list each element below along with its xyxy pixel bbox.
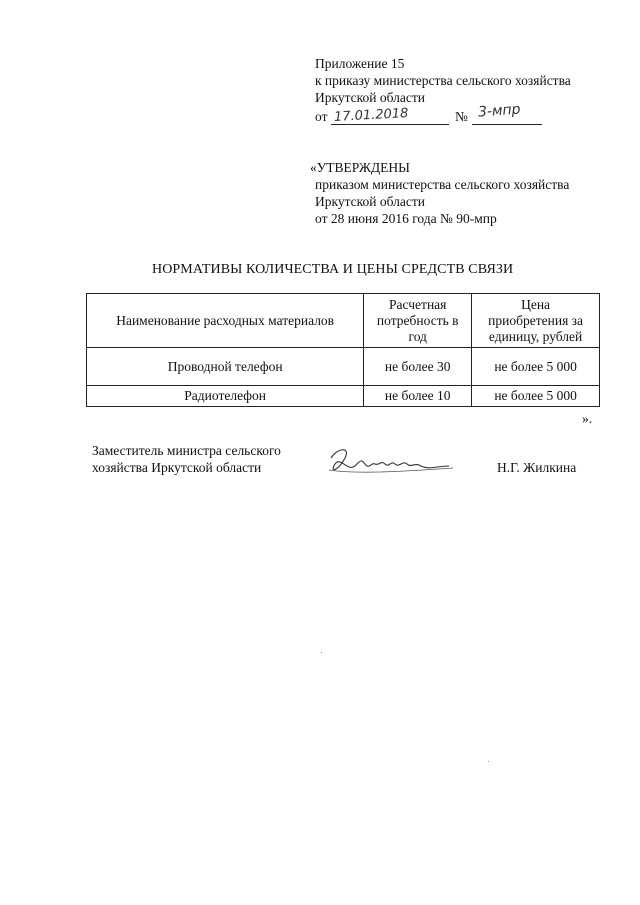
signer-name: Н.Г. Жилкина [497, 460, 577, 475]
appendix-number-prefix: № [455, 109, 468, 124]
table-header-row [87, 294, 600, 348]
table-row [87, 348, 600, 386]
number-underline [472, 124, 542, 125]
appendix-line-2: к приказу министерства сельского хозяйства [315, 73, 571, 88]
norms-table [86, 293, 600, 407]
document-title: НОРМАТИВЫ КОЛИЧЕСТВА И ЦЕНЫ СРЕДСТВ СВЯЗИ [152, 262, 514, 277]
row-price: не более 5 000 [472, 386, 600, 407]
handwritten-number: 3-мпр [477, 101, 522, 121]
handwritten-date: 17.01.2018 [333, 106, 409, 125]
signer-position-line-1: Заместитель министра сельского [92, 443, 281, 458]
row-need: не более 10 [364, 386, 472, 407]
header-name: Наименование расходных материалов [87, 294, 364, 348]
appendix-line-3: Иркутской области [315, 90, 426, 105]
row-name: Радиотелефон [87, 386, 364, 407]
signer-position-line-2: хозяйства Иркутской области [92, 460, 262, 475]
header-need: Расчетная потребность в год [364, 294, 472, 348]
approved-line-1: «УТВЕРЖДЕНЫ [310, 160, 410, 175]
appendix-date-prefix: от [315, 109, 328, 124]
row-price: не более 5 000 [472, 348, 600, 386]
handwritten-signature [325, 444, 460, 484]
approved-line-2: приказом министерства сельского хозяйства [315, 177, 570, 192]
scan-speck [321, 652, 322, 653]
row-name: Проводной телефон [87, 348, 364, 386]
table-row [87, 386, 600, 407]
header-price: Цена приобретения за единицу, рублей [472, 294, 600, 348]
approved-line-3: Иркутской области [315, 194, 426, 209]
closing-quote: ». [582, 411, 593, 426]
approved-line-4: от 28 июня 2016 года № 90-мпр [315, 211, 497, 226]
row-need: не более 30 [364, 348, 472, 386]
scan-speck [488, 761, 489, 762]
appendix-line-1: Приложение 15 [315, 56, 405, 71]
